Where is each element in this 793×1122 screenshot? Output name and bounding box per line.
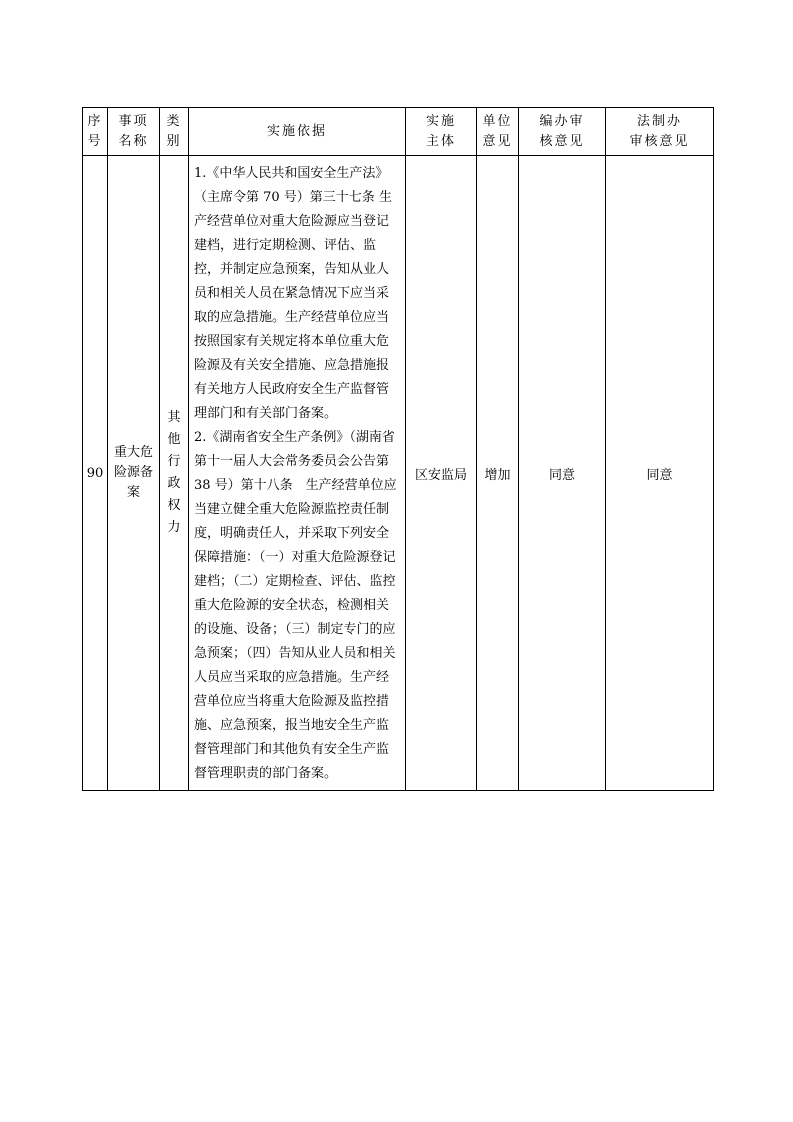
basis-paragraph-1: 1.《中华人民共和国安全生产法》（主席令第 70 号）第三十七条 生产经营单位对重大危险源应当登记建档，进行定期检测、评估、监控，并制定应急预案，告知从业人员和相关人员在紧急情况下应当采取的应急措施。生产经营单位应当按照国家有关规定将本单位重大危险源及有关安全措施、应急措施报有关地方人民政府安全生产监督管理部门和有关部门备案。 xyxy=(194,166,392,421)
row-category: 其 他 行 政 权 力 xyxy=(160,156,189,791)
header-row xyxy=(83,108,714,156)
row-basis xyxy=(189,156,406,791)
table-row xyxy=(83,156,714,791)
basis-paragraph-2: 2.《湖南省安全生产条例》（湖南省第十一届人大会常务委员会公告第 38 号）第十八条 生产经营单位应当建立健全重大危险源监控责任制度，明确责任人，并采取下列安全保障措施：（一）对重大危险源登记建档；（二）定期检查、评估、监控重大危险源的安全状态，检测相关的设施、设备；（三）制定专门的应急预案；（四）告知从业人员和相关人员应当采取的应急措施。生产经营单位应当将重大危险源及监控措施、应急预案，报当地安全生产监督管理部门和其他负有安全生产监督管理职责的部门备案。 xyxy=(194,430,397,781)
header-basis: 实施依据 xyxy=(189,108,406,156)
row-subject: 区安监局 xyxy=(406,156,477,791)
row-unit-opinion: 增加 xyxy=(477,156,519,791)
row-item-name: 重大危 险源备 案 xyxy=(108,156,160,791)
header-subject: 实施 主体 xyxy=(406,108,477,156)
header-staffing-opinion: 编办审 核意见 xyxy=(519,108,606,156)
row-seq: 90 xyxy=(83,156,108,791)
header-unit-opinion: 单位 意见 xyxy=(477,108,519,156)
row-staffing-opinion: 同意 xyxy=(519,156,606,791)
header-category: 类 别 xyxy=(160,108,189,156)
row-legal-opinion: 同意 xyxy=(606,156,714,791)
item-table xyxy=(82,107,714,791)
header-seq: 序 号 xyxy=(83,108,108,156)
header-item-name: 事项 名称 xyxy=(108,108,160,156)
header-legal-opinion: 法制办 审核意见 xyxy=(606,108,714,156)
